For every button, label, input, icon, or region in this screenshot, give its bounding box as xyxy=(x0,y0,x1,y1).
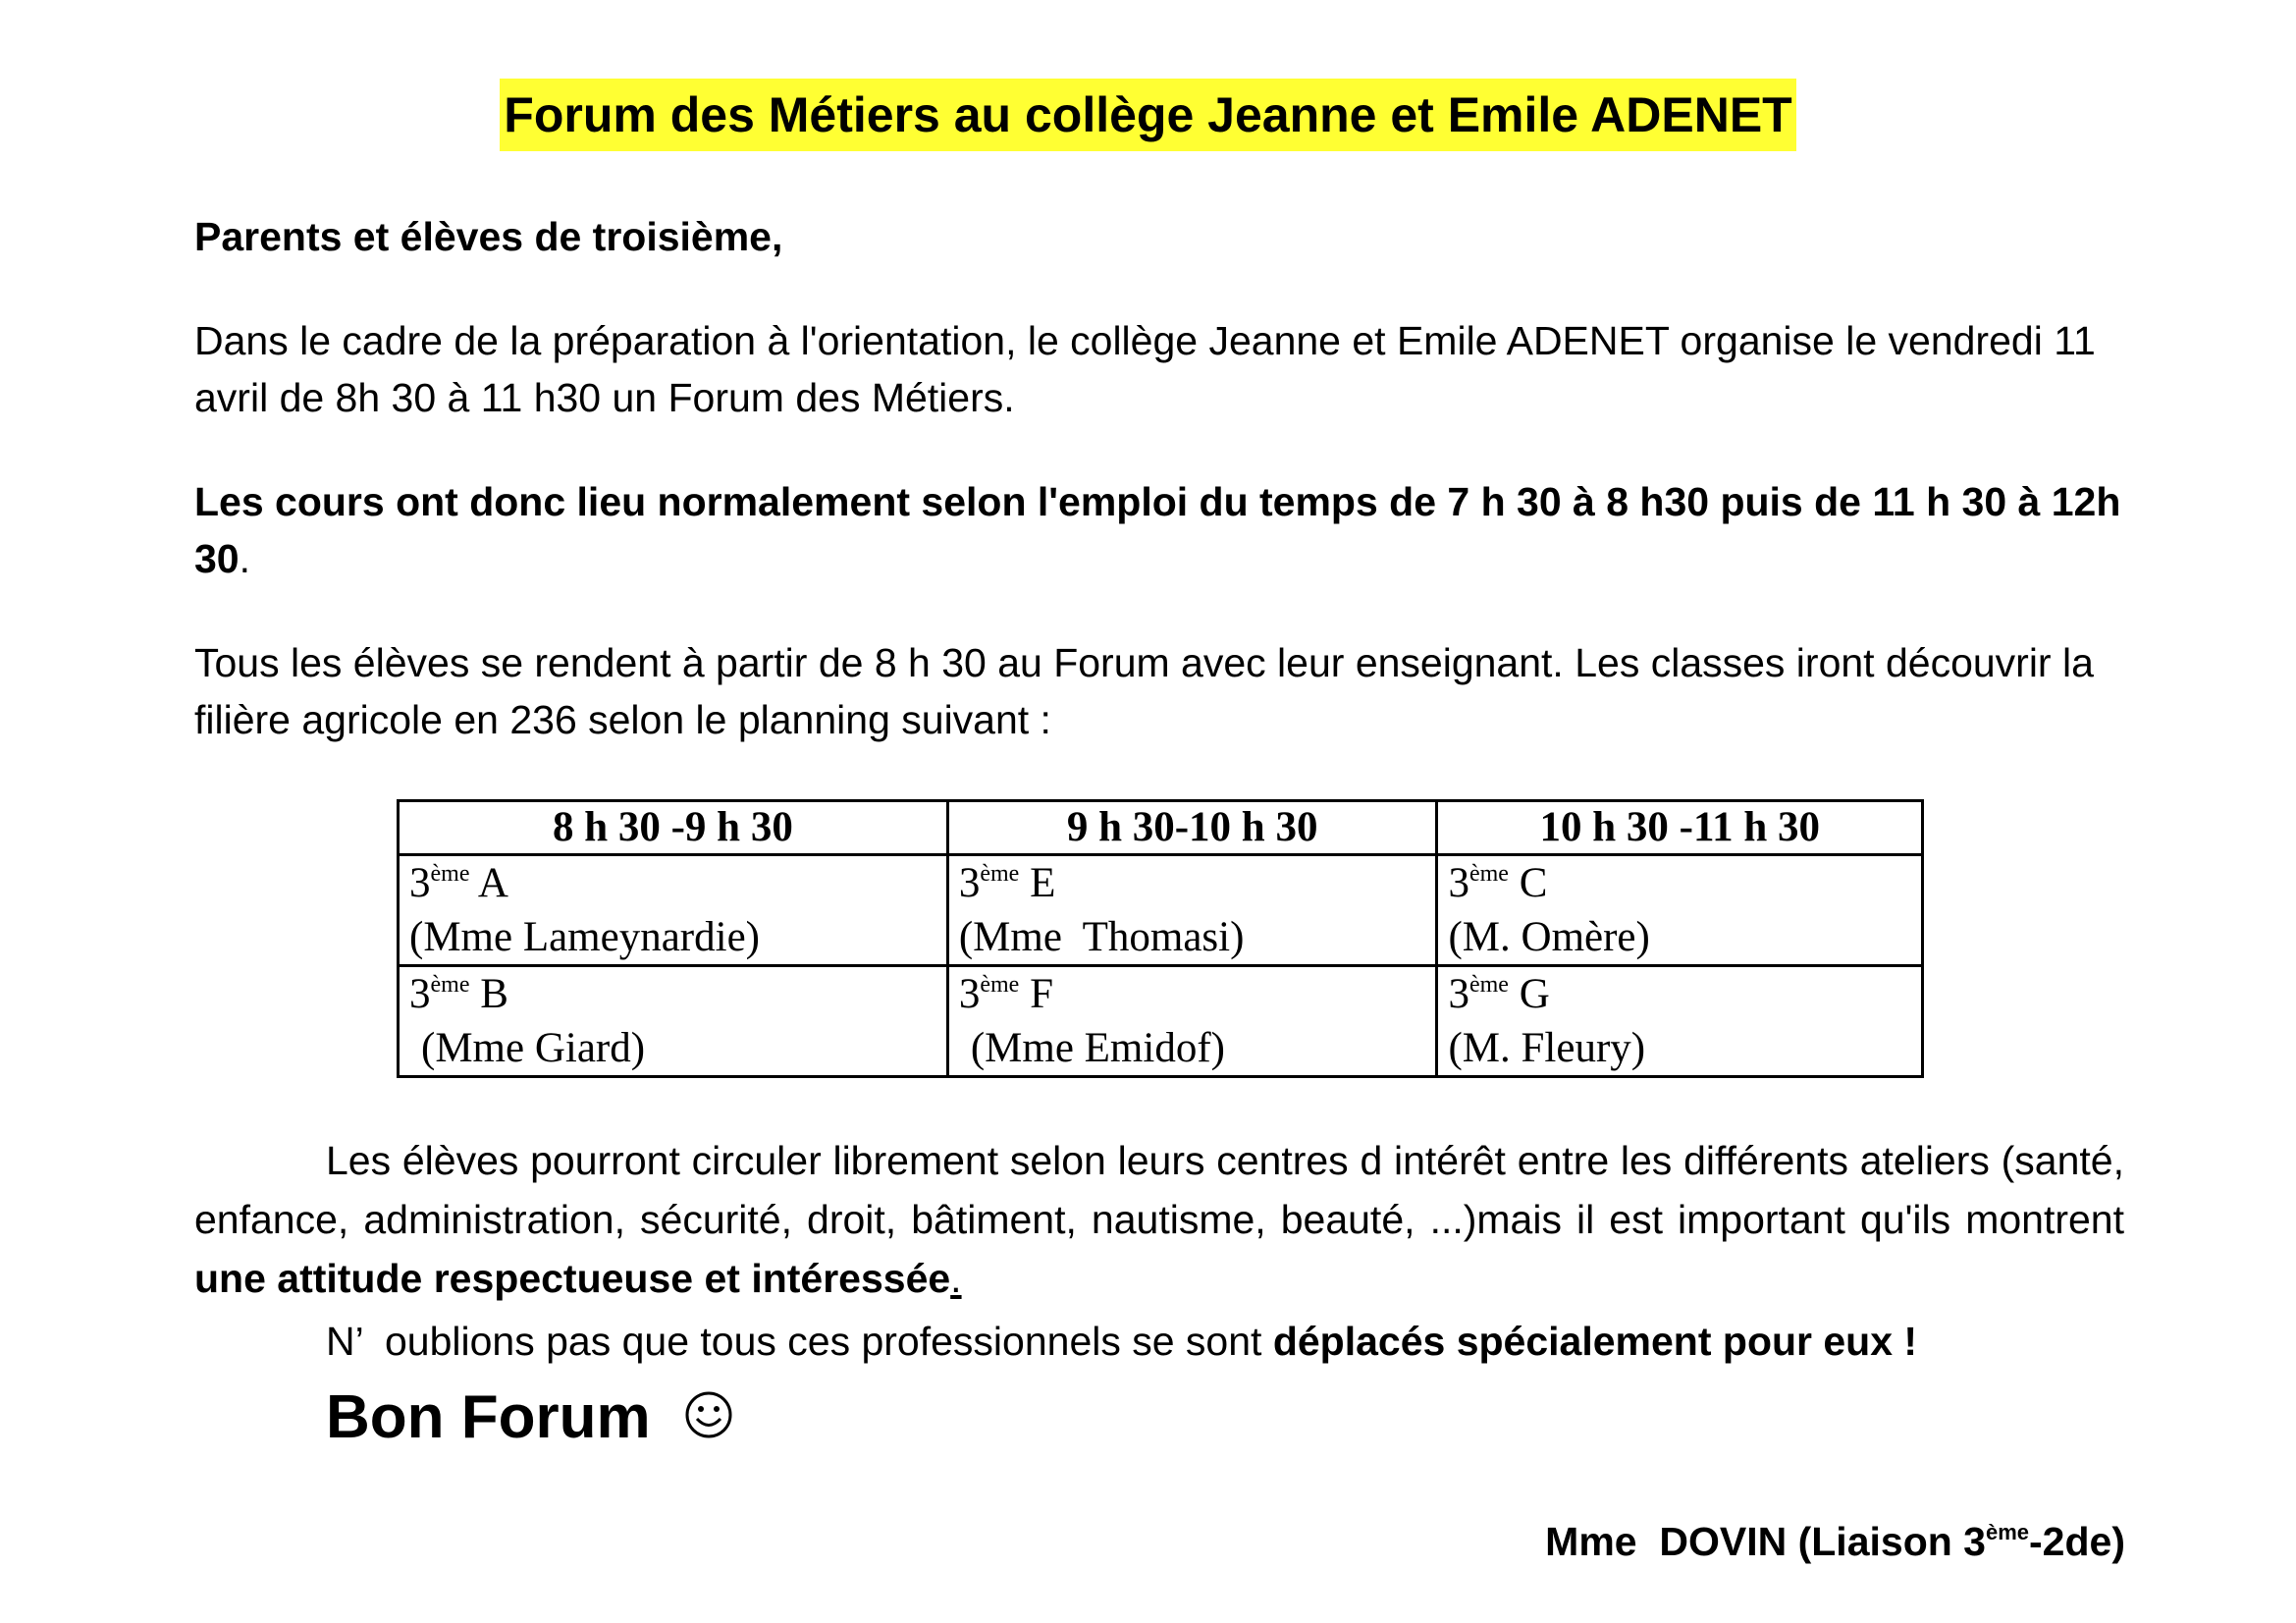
closing-line xyxy=(326,1377,733,1459)
class-level: 3 xyxy=(1448,971,1469,1017)
teacher-name: (Mme Giard) xyxy=(421,1025,646,1071)
class-level-suffix: ème xyxy=(1468,861,1509,887)
class-letter: G xyxy=(1519,971,1550,1017)
class-letter: B xyxy=(480,971,508,1017)
class-letter: F xyxy=(1030,971,1053,1017)
teacher-name: (Mme Thomasi) xyxy=(958,914,1245,960)
teacher-name: (Mme Lameynardie) xyxy=(409,914,760,960)
table-cell xyxy=(947,855,1437,966)
teacher-name: (M. Omère) xyxy=(1448,914,1650,960)
reminder-bold: déplacés spécialement pour eux ! xyxy=(1272,1319,1918,1364)
table-cell xyxy=(1437,855,1923,966)
class-level-suffix: ème xyxy=(1468,972,1509,998)
reminder-paragraph xyxy=(326,1312,1917,1371)
planning-intro-paragraph: Tous les élèves se rendent à partir de 8 h 30 au Forum avec leur enseignant. Les classes iront découvrir la filière agricole en 236 selon le planning suivant : xyxy=(194,640,2094,742)
intro-paragraph: Dans le cadre de la préparation à l'orientation, le collège Jeanne et Emile ADENET organise le vendredi 11 avril de 8h 30 à 11 h30 un Forum des Métiers. xyxy=(194,318,2096,420)
class-level: 3 xyxy=(1448,860,1469,906)
schedule-note-paragraph xyxy=(194,473,2158,587)
class-letter: C xyxy=(1519,860,1548,906)
table-cell xyxy=(1437,966,1923,1077)
smiley-icon xyxy=(684,1390,733,1439)
header-slot-3: 10 h 30 -11 h 30 xyxy=(1437,801,1923,855)
greeting: Parents et élèves de troisième, xyxy=(194,214,783,259)
reminder-text: N’ oublions pas que tous ces professionnels se sont xyxy=(326,1319,1273,1364)
class-level: 3 xyxy=(958,860,981,906)
class-letter: A xyxy=(477,860,508,906)
class-level-suffix: ème xyxy=(430,972,470,998)
table-row xyxy=(399,855,1923,966)
table-cell xyxy=(399,855,948,966)
table-cell xyxy=(947,966,1437,1077)
planning-table xyxy=(397,799,1924,1078)
circulate-end: . xyxy=(950,1256,962,1301)
table-row xyxy=(399,966,1923,1077)
class-level: 3 xyxy=(409,971,431,1017)
schedule-note-end: . xyxy=(239,536,251,581)
header-slot-1: 8 h 30 -9 h 30 xyxy=(399,801,948,855)
class-level: 3 xyxy=(958,971,981,1017)
closing-text: Bon Forum xyxy=(326,1383,651,1451)
circulate-text: Les élèves pourront circuler librement selon leurs centres d intérêt entre les différents ateliers (santé, enfance, administration, sécurité, droit, bâtiment, nautisme, beauté, ...)mais il est important qu'ils montrent xyxy=(194,1138,2124,1242)
class-level: 3 xyxy=(409,860,431,906)
header-slot-2: 9 h 30-10 h 30 xyxy=(947,801,1437,855)
class-level-suffix: ème xyxy=(980,861,1020,887)
circulate-bold: une attitude respectueuse et intéressée xyxy=(194,1256,951,1301)
circulate-paragraph xyxy=(194,1131,2124,1308)
teacher-name: (M. Fleury) xyxy=(1448,1025,1646,1071)
class-level-suffix: ème xyxy=(980,972,1020,998)
signature-prefix: Mme DOVIN (Liaison 3 xyxy=(1545,1519,1986,1564)
title-container xyxy=(0,79,2296,151)
table-cell xyxy=(399,966,948,1077)
schedule-note-bold: Les cours ont donc lieu normalement selon l'emploi du temps de 7 h 30 à 8 h30 puis de 11 h 30 à 12h 30 xyxy=(194,479,2121,581)
class-letter: E xyxy=(1030,860,1056,906)
signature-sup: ème xyxy=(1985,1520,2030,1544)
document-title: Forum des Métiers au collège Jeanne et Emile ADENET xyxy=(500,79,1795,151)
signature xyxy=(1545,1512,2125,1571)
table-header-row xyxy=(399,801,1923,855)
class-level-suffix: ème xyxy=(430,861,470,887)
signature-suffix: -2de) xyxy=(2029,1519,2125,1564)
teacher-name: (Mme Emidof) xyxy=(970,1025,1225,1071)
